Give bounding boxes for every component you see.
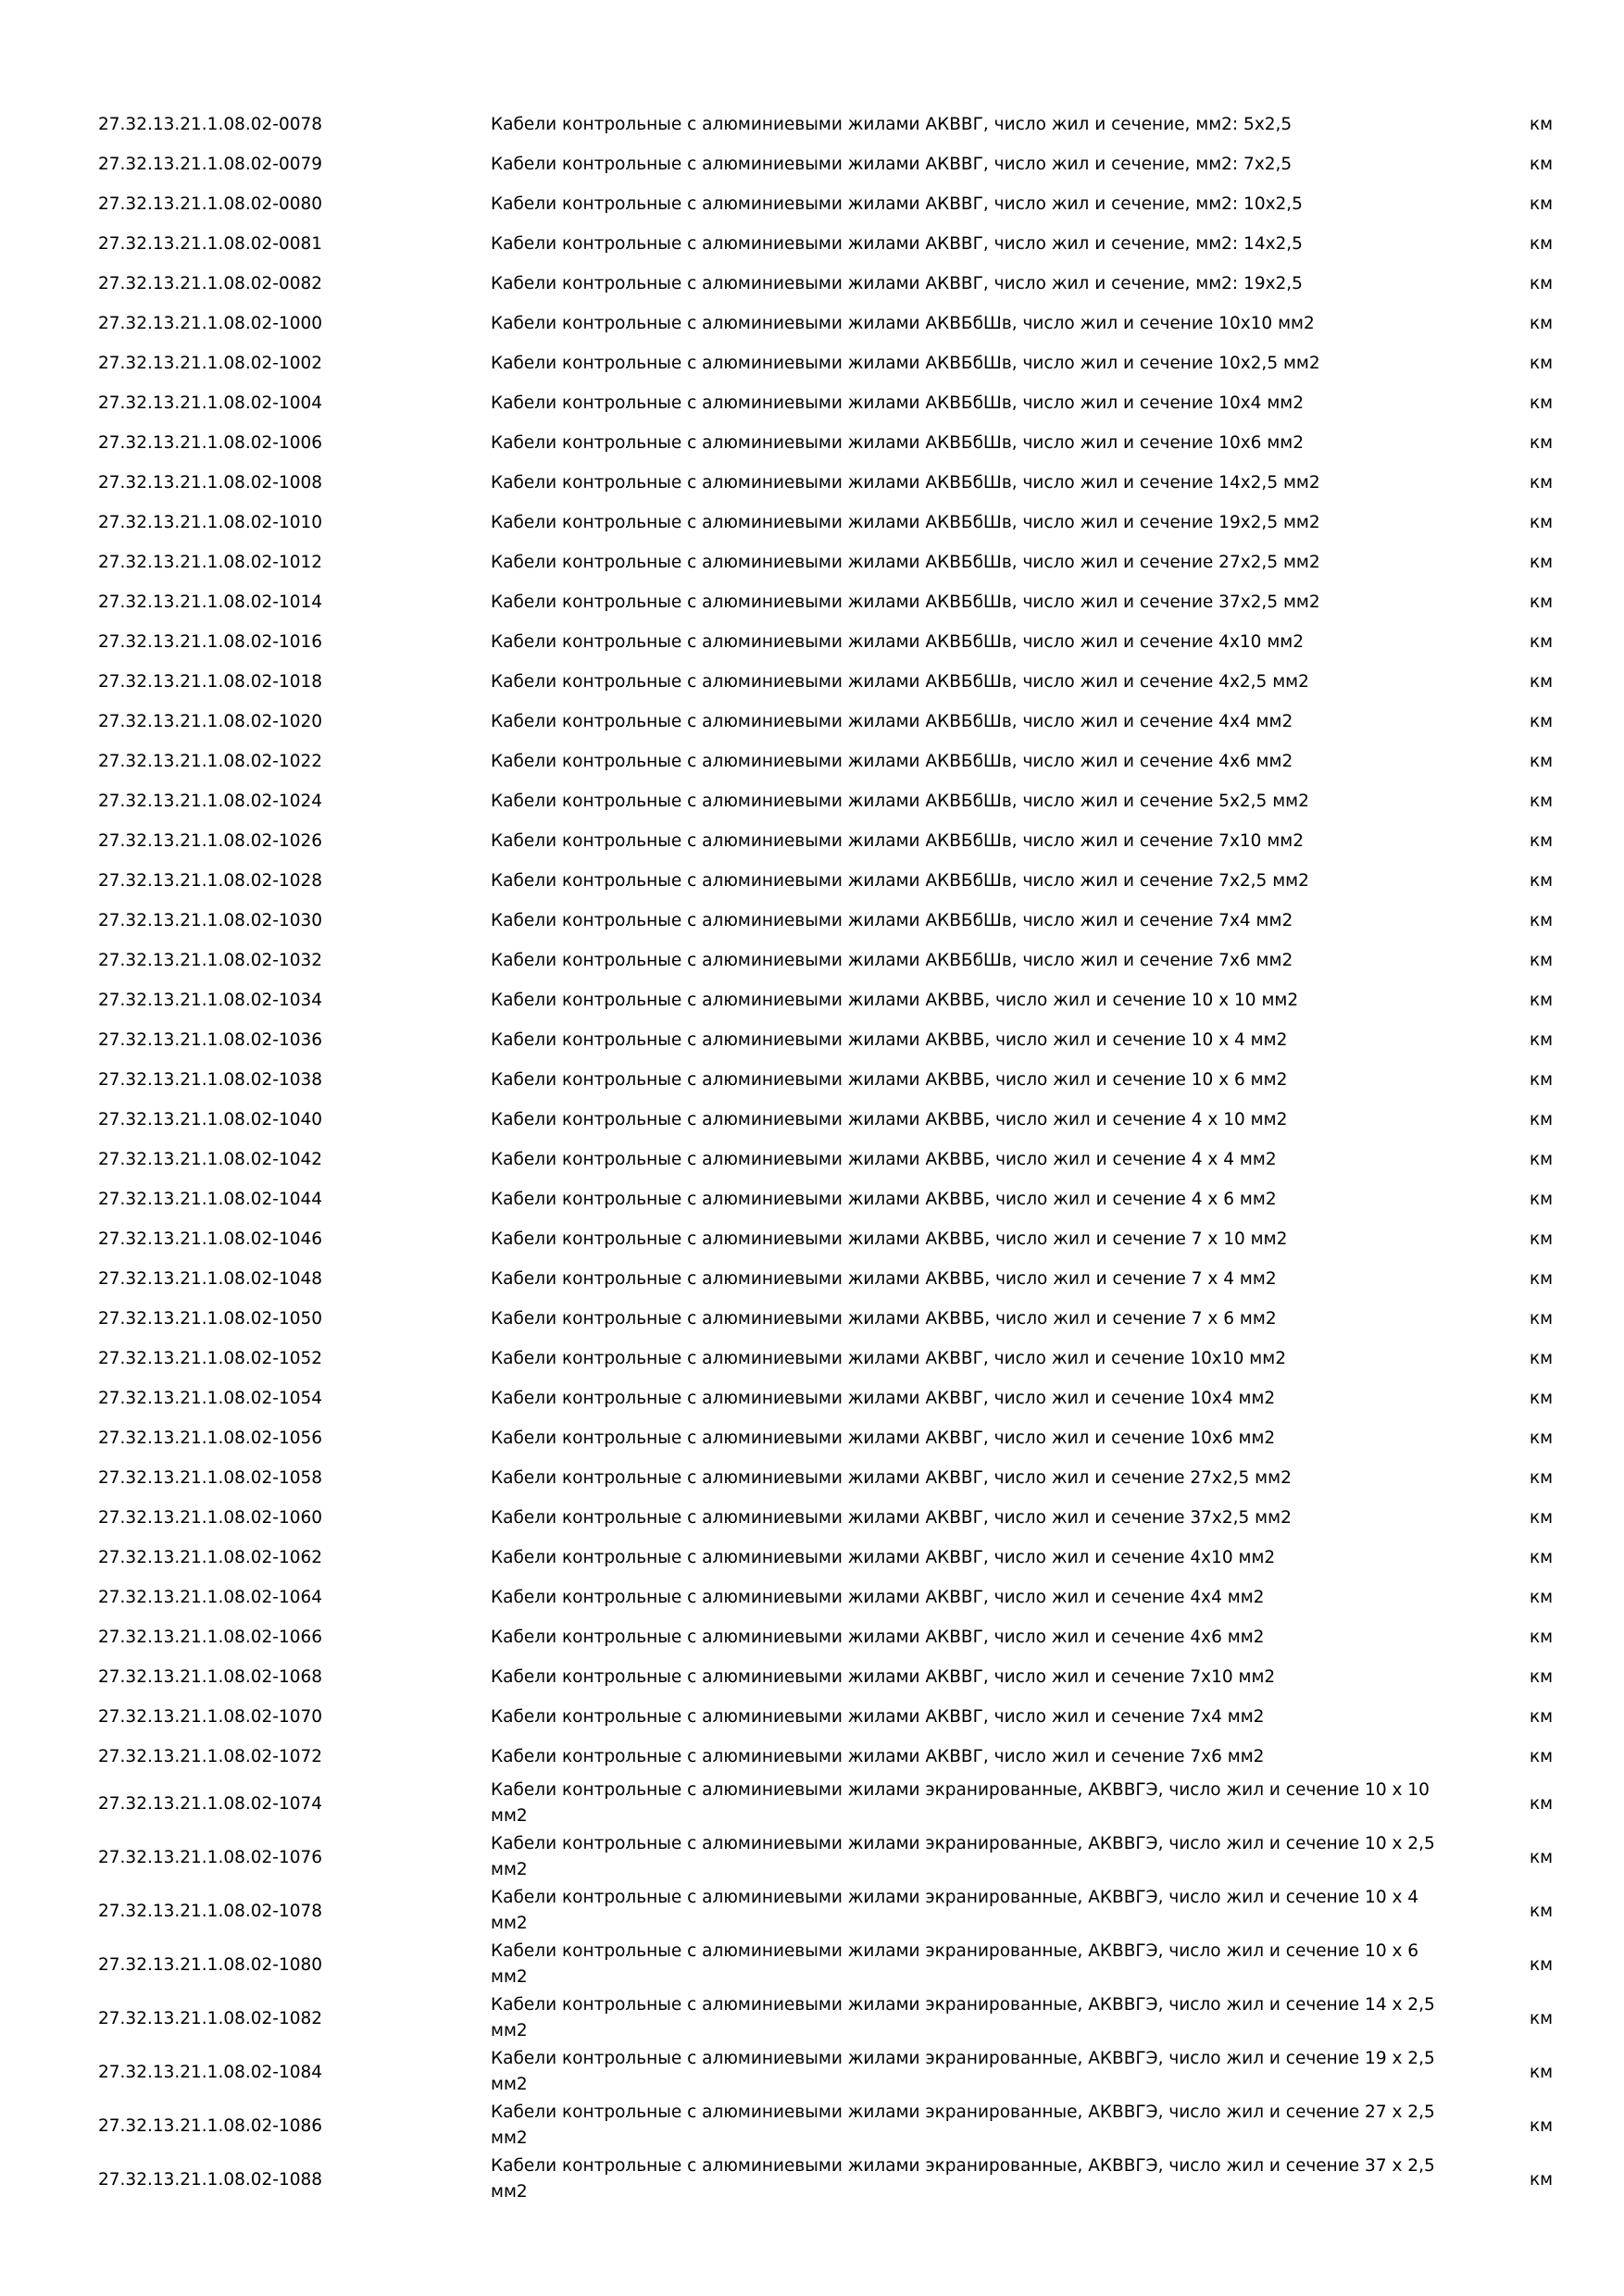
row-unit: км [1530,155,1554,174]
row-description: Кабели контрольные с алюминиевыми жилами АКВБбШв, число жил и сечение 10х4 мм2 [491,393,1305,413]
row-unit: км [1530,1548,1554,1567]
row-unit: км [1530,1070,1554,1090]
row-code: 27.32.13.21.1.08.02-1078 [98,1901,323,1921]
row-description: Кабели контрольные с алюминиевыми жилами АКВВГ, число жил и сечение, мм2: 7х2,5 [491,155,1293,174]
table-row [0,1020,1624,1060]
table-row [0,264,1624,304]
row-code: 27.32.13.21.1.08.02-1048 [98,1269,323,1289]
row-description: Кабели контрольные с алюминиевыми жилами АКВБбШв, число жил и сечение 4х6 мм2 [491,752,1293,771]
row-description: Кабели контрольные с алюминиевыми жилами АКВВГ, число жил и сечение 37х2,5 мм2 [491,1508,1292,1528]
row-unit: км [1530,1901,1554,1921]
row-unit: км [1530,234,1554,254]
row-description: Кабели контрольные с алюминиевыми жилами экранированные, АКВВГЭ, число жил и сечение 10 х 4 мм2 [491,1888,1419,1933]
table-row [0,742,1624,781]
row-unit: км [1530,2008,1554,2028]
table-row [0,941,1624,980]
row-code: 27.32.13.21.1.08.02-1038 [98,1070,323,1090]
row-unit: км [1530,473,1554,493]
row-description: Кабели контрольные с алюминиевыми жилами АКВВГ, число жил и сечение 7х4 мм2 [491,1707,1265,1727]
table-row [0,582,1624,622]
row-code: 27.32.13.21.1.08.02-1070 [98,1707,323,1727]
row-unit: км [1530,553,1554,572]
row-code: 27.32.13.21.1.08.02-0080 [98,194,323,214]
table-row [0,622,1624,662]
row-code: 27.32.13.21.1.08.02-1058 [98,1468,323,1488]
table-row [0,1339,1624,1379]
row-code: 27.32.13.21.1.08.02-1014 [98,593,323,612]
row-code: 27.32.13.21.1.08.02-1024 [98,792,323,811]
row-description: Кабели контрольные с алюминиевыми жилами АКВБбШв, число жил и сечение 7х6 мм2 [491,951,1293,970]
row-description: Кабели контрольные с алюминиевыми жилами АКВБбШв, число жил и сечение 10х6 мм2 [491,433,1305,453]
table-row [0,1578,1624,1617]
row-unit: км [1530,1508,1554,1528]
table-row [0,423,1624,463]
row-description: Кабели контрольные с алюминиевыми жилами АКВБбШв, число жил и сечение 4х2,5 мм2 [491,672,1309,692]
table-row [0,543,1624,582]
row-code: 27.32.13.21.1.08.02-1066 [98,1628,323,1647]
table-row [0,1219,1624,1259]
row-unit: км [1530,2062,1554,2082]
row-description: Кабели контрольные с алюминиевыми жилами АКВБбШв, число жил и сечение 27х2,5 мм2 [491,553,1320,572]
row-unit: км [1530,1190,1554,1209]
row-unit: км [1530,314,1554,333]
row-unit: км [1530,1429,1554,1448]
table-row [0,1538,1624,1578]
row-code: 27.32.13.21.1.08.02-1012 [98,553,323,572]
row-code: 27.32.13.21.1.08.02-1040 [98,1110,323,1129]
row-description: Кабели контрольные с алюминиевыми жилами экранированные, АКВВГЭ, число жил и сечение 27 х 2,5 мм2 [491,2103,1435,2148]
row-description: Кабели контрольные с алюминиевыми жилами экранированные, АКВВГЭ, число жил и сечение 10 х 10 мм2 [491,1780,1430,1826]
table-row [0,1657,1624,1697]
row-code: 27.32.13.21.1.08.02-1000 [98,314,323,333]
row-code: 27.32.13.21.1.08.02-1016 [98,632,323,652]
row-description: Кабели контрольные с алюминиевыми жилами АКВВГ, число жил и сечение, мм2: 10х2,5 [491,194,1303,214]
row-code: 27.32.13.21.1.08.02-1084 [98,2062,323,2082]
row-code: 27.32.13.21.1.08.02-0078 [98,115,323,134]
price-list-table [0,105,1624,2206]
row-code: 27.32.13.21.1.08.02-1064 [98,1588,323,1607]
table-row [0,1777,1624,1830]
table-row [0,304,1624,343]
row-unit: км [1530,1707,1554,1727]
table-row [0,980,1624,1020]
row-description: Кабели контрольные с алюминиевыми жилами АКВВГ, число жил и сечение, мм2: 19х2,5 [491,274,1303,293]
row-code: 27.32.13.21.1.08.02-1062 [98,1548,323,1567]
table-row [0,1617,1624,1657]
row-unit: км [1530,752,1554,771]
row-description: Кабели контрольные с алюминиевыми жилами АКВВБ, число жил и сечение 10 х 6 мм2 [491,1070,1288,1090]
row-code: 27.32.13.21.1.08.02-1068 [98,1667,323,1687]
row-code: 27.32.13.21.1.08.02-1030 [98,911,323,930]
row-unit: км [1530,1793,1554,1814]
row-description: Кабели контрольные с алюминиевыми жилами экранированные, АКВВГЭ, число жил и сечение 14 х 2,5 мм2 [491,1995,1435,2040]
row-unit: км [1530,991,1554,1010]
row-unit: км [1530,1309,1554,1329]
table-row [0,383,1624,423]
row-code: 27.32.13.21.1.08.02-1052 [98,1349,323,1368]
row-description: Кабели контрольные с алюминиевыми жилами АКВБбШв, число жил и сечение 7х10 мм2 [491,831,1305,851]
row-description: Кабели контрольные с алюминиевыми жилами АКВВБ, число жил и сечение 4 х 6 мм2 [491,1190,1277,1209]
row-code: 27.32.13.21.1.08.02-1036 [98,1030,323,1050]
row-code: 27.32.13.21.1.08.02-1056 [98,1429,323,1448]
row-description: Кабели контрольные с алюминиевыми жилами АКВВГ, число жил и сечение 4х4 мм2 [491,1588,1265,1607]
row-code: 27.32.13.21.1.08.02-1050 [98,1309,323,1329]
row-description: Кабели контрольные с алюминиевыми жилами АКВВГ, число жил и сечение 7х6 мм2 [491,1747,1265,1766]
row-unit: км [1530,1628,1554,1647]
row-unit: км [1530,1954,1554,1975]
row-code: 27.32.13.21.1.08.02-1022 [98,752,323,771]
row-code: 27.32.13.21.1.08.02-1032 [98,951,323,970]
row-unit: км [1530,1389,1554,1408]
table-row [0,861,1624,901]
table-row [0,2152,1624,2206]
row-code: 27.32.13.21.1.08.02-1028 [98,871,323,891]
table-row [0,1938,1624,1991]
row-code: 27.32.13.21.1.08.02-1026 [98,831,323,851]
row-description: Кабели контрольные с алюминиевыми жилами экранированные, АКВВГЭ, число жил и сечение 37 х 2,5 мм2 [491,2156,1435,2202]
row-description: Кабели контрольные с алюминиевыми жилами АКВВБ, число жил и сечение 7 х 4 мм2 [491,1269,1277,1289]
row-description: Кабели контрольные с алюминиевыми жилами АКВВГ, число жил и сечение 10х6 мм2 [491,1429,1276,1448]
row-unit: км [1530,1269,1554,1289]
row-unit: км [1530,194,1554,214]
row-unit: км [1530,831,1554,851]
row-code: 27.32.13.21.1.08.02-0081 [98,234,323,254]
row-code: 27.32.13.21.1.08.02-1010 [98,513,323,532]
row-description: Кабели контрольные с алюминиевыми жилами АКВВГ, число жил и сечение 27х2,5 мм2 [491,1468,1292,1488]
row-code: 27.32.13.21.1.08.02-1042 [98,1150,323,1169]
row-code: 27.32.13.21.1.08.02-0082 [98,274,323,293]
table-row [0,224,1624,264]
row-description: Кабели контрольные с алюминиевыми жилами АКВВГ, число жил и сечение 4х6 мм2 [491,1628,1265,1647]
row-unit: км [1530,951,1554,970]
row-code: 27.32.13.21.1.08.02-1082 [98,2008,323,2028]
row-code: 27.32.13.21.1.08.02-1006 [98,433,323,453]
table-row [0,1458,1624,1498]
table-row [0,901,1624,941]
table-row [0,1884,1624,1938]
row-code: 27.32.13.21.1.08.02-1074 [98,1793,323,1814]
row-unit: км [1530,1030,1554,1050]
row-code: 27.32.13.21.1.08.02-1080 [98,1954,323,1975]
row-description: Кабели контрольные с алюминиевыми жилами АКВВБ, число жил и сечение 7 х 10 мм2 [491,1229,1288,1249]
row-description: Кабели контрольные с алюминиевыми жилами АКВБбШв, число жил и сечение 4х10 мм2 [491,632,1305,652]
table-row [0,662,1624,702]
table-row [0,1140,1624,1179]
row-code: 27.32.13.21.1.08.02-1046 [98,1229,323,1249]
row-unit: км [1530,1110,1554,1129]
row-description: Кабели контрольные с алюминиевыми жилами АКВВГ, число жил и сечение 4х10 мм2 [491,1548,1276,1567]
table-row [0,1418,1624,1458]
row-code: 27.32.13.21.1.08.02-1020 [98,712,323,731]
table-row [0,105,1624,144]
row-description: Кабели контрольные с алюминиевыми жилами АКВВГ, число жил и сечение, мм2: 14х2,5 [491,234,1303,254]
row-description: Кабели контрольные с алюминиевыми жилами АКВВГ, число жил и сечение 10х4 мм2 [491,1389,1276,1408]
row-description: Кабели контрольные с алюминиевыми жилами АКВВГ, число жил и сечение 7х10 мм2 [491,1667,1276,1687]
row-description: Кабели контрольные с алюминиевыми жилами АКВБбШв, число жил и сечение 10х10 мм2 [491,314,1315,333]
row-code: 27.32.13.21.1.08.02-1034 [98,991,323,1010]
table-row [0,1259,1624,1299]
row-code: 27.32.13.21.1.08.02-1004 [98,393,323,413]
row-code: 27.32.13.21.1.08.02-1018 [98,672,323,692]
table-row [0,1179,1624,1219]
table-row [0,184,1624,224]
row-unit: км [1530,911,1554,930]
row-unit: км [1530,1150,1554,1169]
row-unit: км [1530,792,1554,811]
row-unit: км [1530,593,1554,612]
table-row [0,1737,1624,1777]
row-unit: км [1530,1847,1554,1867]
table-row [0,1379,1624,1418]
row-description: Кабели контрольные с алюминиевыми жилами АКВВБ, число жил и сечение 4 х 10 мм2 [491,1110,1288,1129]
row-code: 27.32.13.21.1.08.02-1044 [98,1190,323,1209]
row-unit: км [1530,2169,1554,2190]
row-description: Кабели контрольные с алюминиевыми жилами АКВВБ, число жил и сечение 10 х 4 мм2 [491,1030,1288,1050]
table-row [0,821,1624,861]
row-unit: км [1530,1468,1554,1488]
table-row [0,503,1624,543]
row-description: Кабели контрольные с алюминиевыми жилами АКВБбШв, число жил и сечение 4х4 мм2 [491,712,1293,731]
row-code: 27.32.13.21.1.08.02-1008 [98,473,323,493]
row-description: Кабели контрольные с алюминиевыми жилами АКВВБ, число жил и сечение 10 х 10 мм2 [491,991,1299,1010]
table-row [0,1830,1624,1884]
row-description: Кабели контрольные с алюминиевыми жилами АКВВБ, число жил и сечение 4 х 4 мм2 [491,1150,1277,1169]
table-row [0,1697,1624,1737]
row-code: 27.32.13.21.1.08.02-1086 [98,2115,323,2136]
row-description: Кабели контрольные с алюминиевыми жилами АКВБбШв, число жил и сечение 7х4 мм2 [491,911,1293,930]
table-row [0,1991,1624,2045]
row-unit: км [1530,1229,1554,1249]
table-row [0,1060,1624,1100]
row-unit: км [1530,433,1554,453]
table-row [0,2045,1624,2099]
table-row [0,702,1624,742]
row-description: Кабели контрольные с алюминиевыми жилами АКВБбШв, число жил и сечение 14х2,5 мм2 [491,473,1320,493]
row-unit: км [1530,1349,1554,1368]
row-code: 27.32.13.21.1.08.02-1072 [98,1747,323,1766]
row-unit: км [1530,1588,1554,1607]
row-description: Кабели контрольные с алюминиевыми жилами АКВБбШв, число жил и сечение 19х2,5 мм2 [491,513,1320,532]
row-unit: км [1530,712,1554,731]
row-description: Кабели контрольные с алюминиевыми жилами АКВБбШв, число жил и сечение 5х2,5 мм2 [491,792,1309,811]
row-code: 27.32.13.21.1.08.02-1002 [98,354,323,373]
row-unit: км [1530,2115,1554,2136]
row-description: Кабели контрольные с алюминиевыми жилами АКВВБ, число жил и сечение 7 х 6 мм2 [491,1309,1277,1329]
row-unit: км [1530,1747,1554,1766]
row-code: 27.32.13.21.1.08.02-1076 [98,1847,323,1867]
row-unit: км [1530,672,1554,692]
table-row [0,1100,1624,1140]
row-description: Кабели контрольные с алюминиевыми жилами АКВБбШв, число жил и сечение 10х2,5 мм2 [491,354,1320,373]
row-description: Кабели контрольные с алюминиевыми жилами АКВБбШв, число жил и сечение 37х2,5 мм2 [491,593,1320,612]
row-unit: км [1530,393,1554,413]
row-description: Кабели контрольные с алюминиевыми жилами экранированные, АКВВГЭ, число жил и сечение 10 х 2,5 мм2 [491,1834,1435,1879]
row-description: Кабели контрольные с алюминиевыми жилами экранированные, АКВВГЭ, число жил и сечение 19 х 2,5 мм2 [491,2049,1435,2094]
row-description: Кабели контрольные с алюминиевыми жилами экранированные, АКВВГЭ, число жил и сечение 10 х 6 мм2 [491,1941,1419,1987]
row-code: 27.32.13.21.1.08.02-1054 [98,1389,323,1408]
row-code: 27.32.13.21.1.08.02-0079 [98,155,323,174]
row-unit: км [1530,513,1554,532]
table-row [0,343,1624,383]
table-row [0,781,1624,821]
row-description: Кабели контрольные с алюминиевыми жилами АКВВГ, число жил и сечение, мм2: 5х2,5 [491,115,1293,134]
row-unit: км [1530,632,1554,652]
row-code: 27.32.13.21.1.08.02-1060 [98,1508,323,1528]
table-row [0,144,1624,184]
row-unit: км [1530,115,1554,134]
row-unit: км [1530,871,1554,891]
table-row [0,1498,1624,1538]
row-code: 27.32.13.21.1.08.02-1088 [98,2169,323,2190]
table-row [0,2099,1624,2152]
row-unit: км [1530,354,1554,373]
row-description: Кабели контрольные с алюминиевыми жилами АКВВГ, число жил и сечение 10х10 мм2 [491,1349,1286,1368]
row-unit: км [1530,274,1554,293]
row-description: Кабели контрольные с алюминиевыми жилами АКВБбШв, число жил и сечение 7х2,5 мм2 [491,871,1309,891]
row-unit: км [1530,1667,1554,1687]
table-row [0,1299,1624,1339]
table-row [0,463,1624,503]
